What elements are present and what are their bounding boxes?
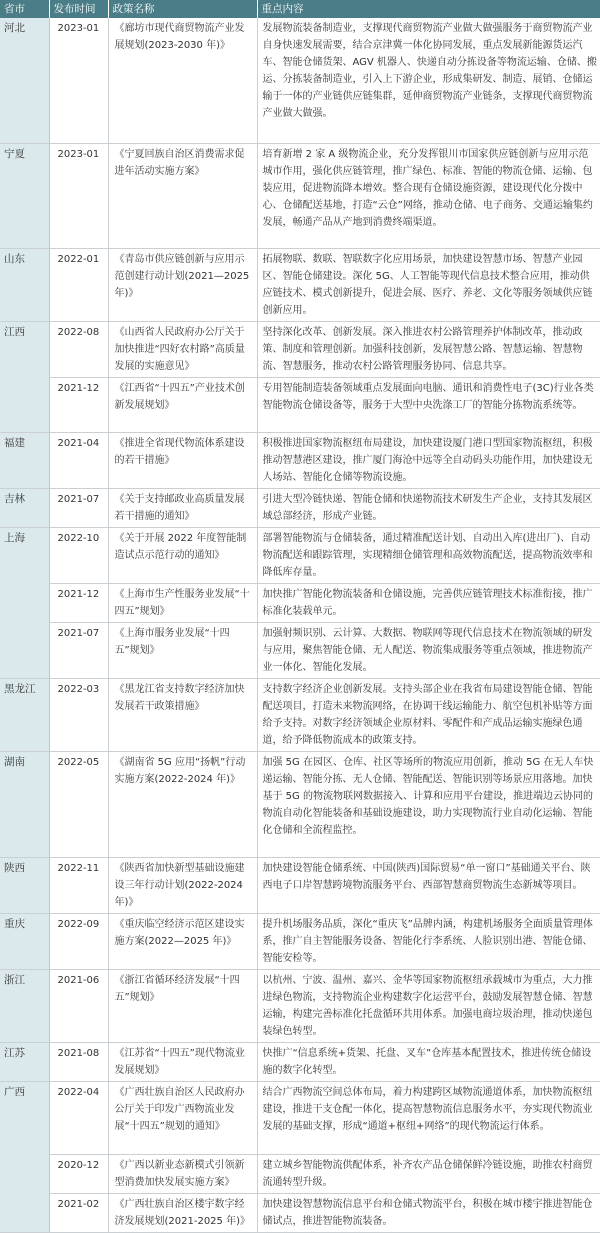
date-cell: 2021-07 (49, 622, 108, 678)
date-cell: 2021-08 (49, 1042, 108, 1081)
content-cell: 加快建设智能仓储系统、中国(陕西)国际贸易“单一窗口”基础通关平台、陕西电子口岸智慧跨境物流服务平台、西部智慧商贸物流生态新城等项目。 (257, 857, 600, 913)
province-cell: 浙江 (0, 969, 49, 1042)
policy-name-cell: 《推进全省现代物流体系建设的若干措施》 (108, 432, 257, 488)
table-header (0, 0, 600, 18)
province-cell: 黑龙江 (0, 678, 49, 751)
province-cell: 上海 (0, 527, 49, 678)
province-cell: 河北 (0, 18, 49, 143)
table-row (0, 857, 600, 913)
header-date: 发布时间 (49, 0, 108, 18)
province-cell: 江西 (0, 321, 49, 432)
date-cell: 2023-01 (49, 143, 108, 248)
policy-name-cell: 《广西壮族自治区楼宇数字经济发展规划(2021-2025 年)》 (108, 1193, 257, 1232)
content-cell: 支持数字经济企业创新发展。支持头部企业在我省布局建设智能仓储、智能配送项目，打造未来物流网络，在协调干线运输能力、航空包机补贴等方面给予支持。对数字经济领域企业原材料、零配件和产成品运输实施绿色通道，给予降低物流成本的政策支持。 (257, 678, 600, 751)
content-cell: 加强射频识别、云计算、大数据、物联网等现代信息技术在物流领域的研发与应用，聚焦智能仓储、无人配送、物流集成服务等重点领域，推进物流产业一体化、智能化发展。 (257, 622, 600, 678)
table-row (0, 913, 600, 969)
province-cell: 山东 (0, 248, 49, 321)
policy-name-cell: 《上海市服务业发展“十四五”规划》 (108, 622, 257, 678)
date-cell: 2023-01 (49, 18, 108, 143)
table-row (0, 969, 600, 1042)
policy-name-cell: 《青岛市供应链创新与应用示范创建行动计划(2021—2025年)》 (108, 248, 257, 321)
table-row (0, 143, 600, 248)
table-row (0, 622, 600, 678)
date-cell: 2021-12 (49, 583, 108, 622)
content-cell: 结合广西物流空间总体布局，着力构建跨区域物流通道体系，加快物流枢纽建设，推进干支仓配一体化，提高智慧物流信息服务水平，夯实现代物流业发展的基础支撑，形成“通道+枢纽+网络”的现代物流运行体系。 (257, 1081, 600, 1154)
content-cell: 部署智能物流与仓储装备，通过精准配送计划、自动出入库(进出厂)、自动物流配送和跟踪管理，实现精细仓储管理和高效物流配送，提高物流效率和降低库存量。 (257, 527, 600, 583)
table-row (0, 751, 600, 857)
table-row (0, 18, 600, 143)
content-cell: 加快建设智慧物流信息平台和仓储式物流平台，积极在城市楼宇推进智能仓储试点，推进智能物流装备。 (257, 1193, 600, 1232)
table-row (0, 377, 600, 432)
content-cell: 发展物流装备制造业，支撑现代商贸物流产业做大做强服务于商贸物流产业自身快速发展需要，结合京津冀一体化协同发展，重点发展新能源货运汽车、智能仓储货架、AGV 机器人、快递自动分拣设备等物流运输、仓储、搬运、分拣装备制造业，引入上下游企业，形成集研发、制造、展销、仓储运输于一体的产业链供应链集群，延伸商贸物流产业链条，支撑现代商贸物流产业做大做强。 (257, 18, 600, 143)
policy-name-cell: 《浙江省循环经济发展“十四五”规划》 (108, 969, 257, 1042)
table-body (0, 18, 600, 1232)
policy-name-cell: 《廊坊市现代商贸物流产业发展规划(2023-2030 年)》 (108, 18, 257, 143)
content-cell: 积极推进国家物流枢纽布局建设，加快建设厦门港口型国家物流枢纽，积极推动智慧港区建设，推广厦门海沧中远等全自动码头功能作用，加快建设无人场站、智能化仓储等物流设施。 (257, 432, 600, 488)
policy-name-cell: 《广西壮族自治区人民政府办公厅关于印发广西物流业发展“十四五”规划的通知》 (108, 1081, 257, 1154)
policy-name-cell: 《关于开展 2022 年度智能制造试点示范行动的通知》 (108, 527, 257, 583)
date-cell: 2022-09 (49, 913, 108, 969)
table-row (0, 678, 600, 751)
province-cell: 吉林 (0, 488, 49, 527)
content-cell: 专用智能制造装备领域重点发展面向电脑、通讯和消费性电子(3C)行业各类智能物流仓储设备等，服务于大型中央洗涤工厂的智能分拣物流系统等。 (257, 377, 600, 432)
table-row (0, 1193, 600, 1232)
content-cell: 拓展物联、数联、智联数字化应用场景，加快建设智慧市场、智慧产业园区、智能仓储建设。深化 5G、人工智能等现代信息技术整合应用，推动供应链技术、模式创新提升，促进会展、医疗、养老、文化等服务领域供应链创新应用。 (257, 248, 600, 321)
table-row (0, 527, 600, 583)
header-policy: 政策名称 (108, 0, 257, 18)
date-cell: 2022-08 (49, 321, 108, 377)
province-cell: 重庆 (0, 913, 49, 969)
date-cell: 2022-03 (49, 678, 108, 751)
date-cell: 2022-04 (49, 1081, 108, 1154)
table-row (0, 1154, 600, 1193)
policy-name-cell: 《湖南省 5G 应用“扬帆”行动实施方案(2022-2024 年)》 (108, 751, 257, 857)
content-cell: 培育新增 2 家 A 级物流企业，充分发挥银川市国家供应链创新与应用示范城市作用，强化供应链管理，推广绿色、标准、智能的物流仓储、运输、包装应用，促进物流降本增效。整合现有仓储设施资源，建设现代化分拨中心、仓储配送基地，打造“云仓”网络，推动仓储、电子商务、交通运输集约发展，畅通产品从产地到消费终端渠道。 (257, 143, 600, 248)
province-cell: 宁夏 (0, 143, 49, 248)
province-cell: 广西 (0, 1081, 49, 1232)
table-row (0, 1081, 600, 1154)
content-cell: 加强 5G 在园区、仓库、社区等场所的物流应用创新，推动 5G 在无人车快递运输、智能分拣、无人仓储、智能配送、智能识别等场景应用落地。加快基于 5G 的物流物联网数据接入、计算和应用平台建设，推进端边云协同的物流自动化智能装备和基础设施建设，助力实现物流行业自动化运输、智能化仓储和全流程监控。 (257, 751, 600, 857)
table-row (0, 583, 600, 622)
content-cell: 建立城乡智能物流供配体系，补齐农产品仓储保鲜冷链设施，助推农村商贸流通转型升级。 (257, 1154, 600, 1193)
province-cell: 江苏 (0, 1042, 49, 1081)
header-province: 省市 (0, 0, 49, 18)
date-cell: 2021-04 (49, 432, 108, 488)
content-cell: 快推广“信息系统+货架、托盘、叉车”仓库基本配置技术，推进传统仓储设施的数字化转型。 (257, 1042, 600, 1081)
table-row (0, 488, 600, 527)
table-header-row (0, 0, 600, 18)
policy-name-cell: 《广西以新业态新模式引领新型消费加快发展实施方案》 (108, 1154, 257, 1193)
table-row (0, 248, 600, 321)
table-row (0, 321, 600, 377)
policy-name-cell: 《重庆临空经济示范区建设实施方案(2022—2025 年)》 (108, 913, 257, 969)
date-cell: 2021-07 (49, 488, 108, 527)
policy-name-cell: 《陕西省加快新型基础设施建设三年行动计划(2022-2024年)》 (108, 857, 257, 913)
header-content: 重点内容 (257, 0, 600, 18)
content-cell: 引进大型冷链快递、智能仓储和快递物流技术研发生产企业，支持其发展区域总部经济，形成产业链。 (257, 488, 600, 527)
province-cell: 陕西 (0, 857, 49, 913)
date-cell: 2022-10 (49, 527, 108, 583)
policy-name-cell: 《江苏省“十四五”现代物流业发展规划》 (108, 1042, 257, 1081)
content-cell: 提升机场服务品质，深化“重庆飞”品牌内涵，构建机场服务全面质量管理体系，推广自主智能服务设备、智能化行李系统、人脸识别出港、智能仓储、智能安检等。 (257, 913, 600, 969)
table-row (0, 1042, 600, 1081)
policy-name-cell: 《关于支持邮政业高质量发展若干措施的通知》 (108, 488, 257, 527)
province-cell: 福建 (0, 432, 49, 488)
content-cell: 以杭州、宁波、温州、嘉兴、金华等国家物流枢纽承载城市为重点，大力推进绿色物流，支持物流企业构建数字化运营平台，鼓励发展智慧仓储、智慧运输，构建完善标准化托盘循环共用体系。加强电商垃圾治理，推动快递包装绿色转型。 (257, 969, 600, 1042)
date-cell: 2021-06 (49, 969, 108, 1042)
date-cell: 2021-02 (49, 1193, 108, 1232)
policy-name-cell: 《江西省“十四五”产业技术创新发展规划》 (108, 377, 257, 432)
province-cell: 湖南 (0, 751, 49, 857)
policy-name-cell: 《宁夏回族自治区消费需求促进年活动实施方案》 (108, 143, 257, 248)
table-row (0, 432, 600, 488)
date-cell: 2022-01 (49, 248, 108, 321)
content-cell: 坚持深化改革、创新发展。深入推进农村公路管理养护体制改革，推动政策、制度和管理创新。加强科技创新，发展智慧公路、智慧运输、智慧物流、智慧服务，推动农村公路管理服务协同、信息共享。 (257, 321, 600, 377)
date-cell: 2020-12 (49, 1154, 108, 1193)
content-cell: 加快推广智能化物流装备和仓储设施，完善供应链管理技术标准衔接，推广标准化装载单元。 (257, 583, 600, 622)
policy-name-cell: 《上海市生产性服务业发展“十四五”规划》 (108, 583, 257, 622)
date-cell: 2022-11 (49, 857, 108, 913)
date-cell: 2021-12 (49, 377, 108, 432)
date-cell: 2022-05 (49, 751, 108, 857)
policy-name-cell: 《黑龙江省支持数字经济加快发展若干政策措施》 (108, 678, 257, 751)
policy-name-cell: 《山西省人民政府办公厅关于加快推进“四好农村路”高质量发展的实施意见》 (108, 321, 257, 377)
